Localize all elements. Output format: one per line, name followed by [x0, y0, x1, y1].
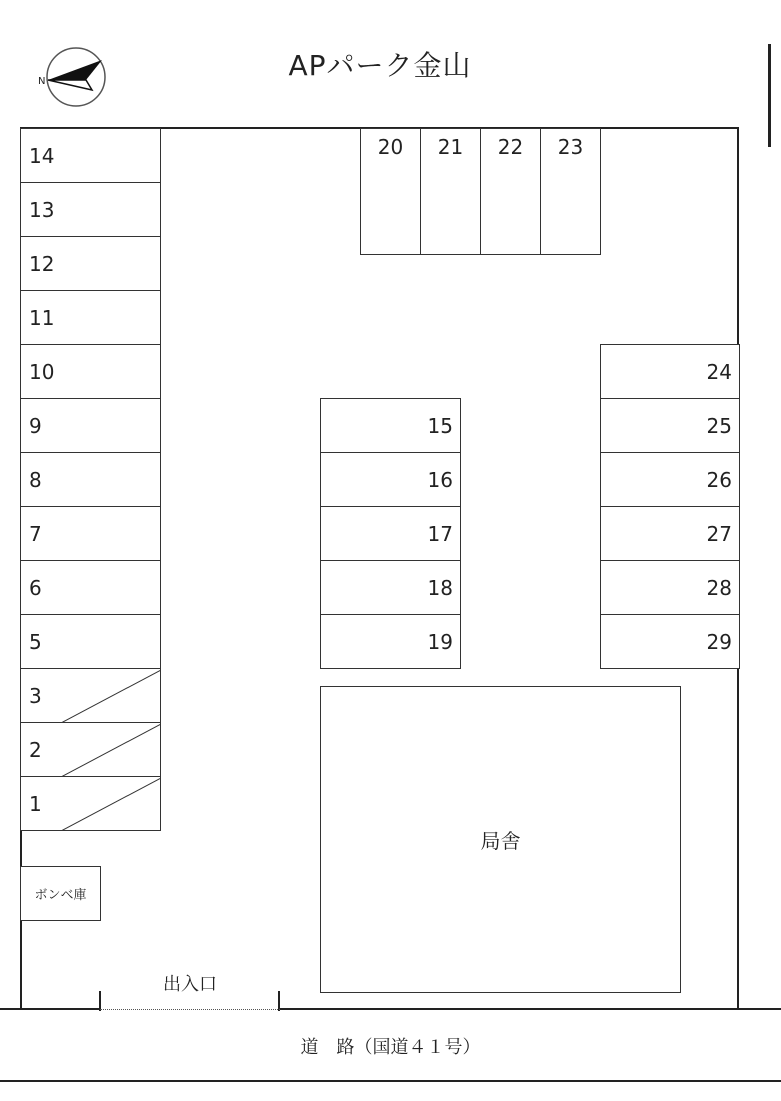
page-title: APパーク金山 [288, 49, 472, 82]
space-number: 2 [29, 737, 42, 762]
parking-space-19 [320, 614, 461, 669]
road-edge-left [0, 1008, 100, 1010]
parking-space-12 [20, 236, 161, 291]
space-number: 19 [427, 629, 453, 654]
road-edge-right [280, 1008, 781, 1010]
parking-space-10 [20, 344, 161, 399]
parking-space-16 [320, 452, 461, 507]
parking-space-3 [20, 668, 161, 723]
space-number: 18 [427, 575, 453, 600]
space-number: 5 [29, 629, 42, 654]
parking-space-1 [20, 776, 161, 831]
gas-storage [20, 866, 101, 921]
road-edge-bottom [0, 1080, 781, 1082]
parking-space-8 [20, 452, 161, 507]
parking-space-9 [20, 398, 161, 453]
space-number: 8 [29, 467, 42, 492]
parking-space-22 [480, 128, 541, 255]
hatch-line [21, 669, 160, 722]
north-arrow-icon [34, 46, 108, 108]
entrance-gap [100, 1009, 280, 1010]
parking-space-25 [600, 398, 740, 453]
space-number: 23 [557, 135, 584, 159]
space-number: 16 [427, 467, 453, 492]
space-number: 28 [706, 575, 732, 600]
space-number: 1 [29, 791, 42, 816]
office-building [320, 686, 681, 993]
parking-space-14 [20, 128, 161, 183]
parking-space-11 [20, 290, 161, 345]
space-number: 15 [427, 413, 453, 438]
space-number: 26 [706, 467, 732, 492]
space-number: 14 [29, 143, 55, 168]
parking-space-27 [600, 506, 740, 561]
parking-space-17 [320, 506, 461, 561]
parking-space-29 [600, 614, 740, 669]
page-edge-mark [768, 44, 771, 147]
parking-space-15 [320, 398, 461, 453]
space-number: 10 [29, 359, 55, 384]
parking-space-5 [20, 614, 161, 669]
space-number: 7 [29, 521, 42, 546]
space-number: 12 [29, 251, 55, 276]
parking-space-18 [320, 560, 461, 615]
parking-space-21 [420, 128, 481, 255]
space-number: 3 [29, 683, 42, 708]
space-number: 20 [377, 135, 404, 159]
parking-space-2 [20, 722, 161, 777]
parking-space-23 [540, 128, 601, 255]
space-number: 22 [497, 135, 524, 159]
hatch-line [21, 723, 160, 776]
space-number: 21 [437, 135, 464, 159]
road-label: 道 路（国道４１号） [300, 1037, 481, 1058]
parking-space-13 [20, 182, 161, 237]
parking-space-6 [20, 560, 161, 615]
space-number: 13 [29, 197, 55, 222]
space-number: 9 [29, 413, 42, 438]
space-number: 11 [29, 305, 55, 330]
parking-space-26 [600, 452, 740, 507]
space-number: 6 [29, 575, 42, 600]
space-number: 27 [706, 521, 732, 546]
entrance-label: 出入口 [163, 974, 217, 995]
space-number: 17 [427, 521, 453, 546]
parking-space-24 [600, 344, 740, 399]
space-number: 25 [706, 413, 732, 438]
building-label: 局舎 [480, 829, 521, 853]
parking-space-7 [20, 506, 161, 561]
compass-letter: N [38, 76, 46, 87]
hatch-line [21, 777, 160, 830]
space-number: 24 [706, 359, 732, 384]
parking-space-28 [600, 560, 740, 615]
space-number: 29 [706, 629, 732, 654]
gas-storage-label: ボンベ庫 [34, 888, 87, 903]
parking-space-20 [360, 128, 421, 255]
